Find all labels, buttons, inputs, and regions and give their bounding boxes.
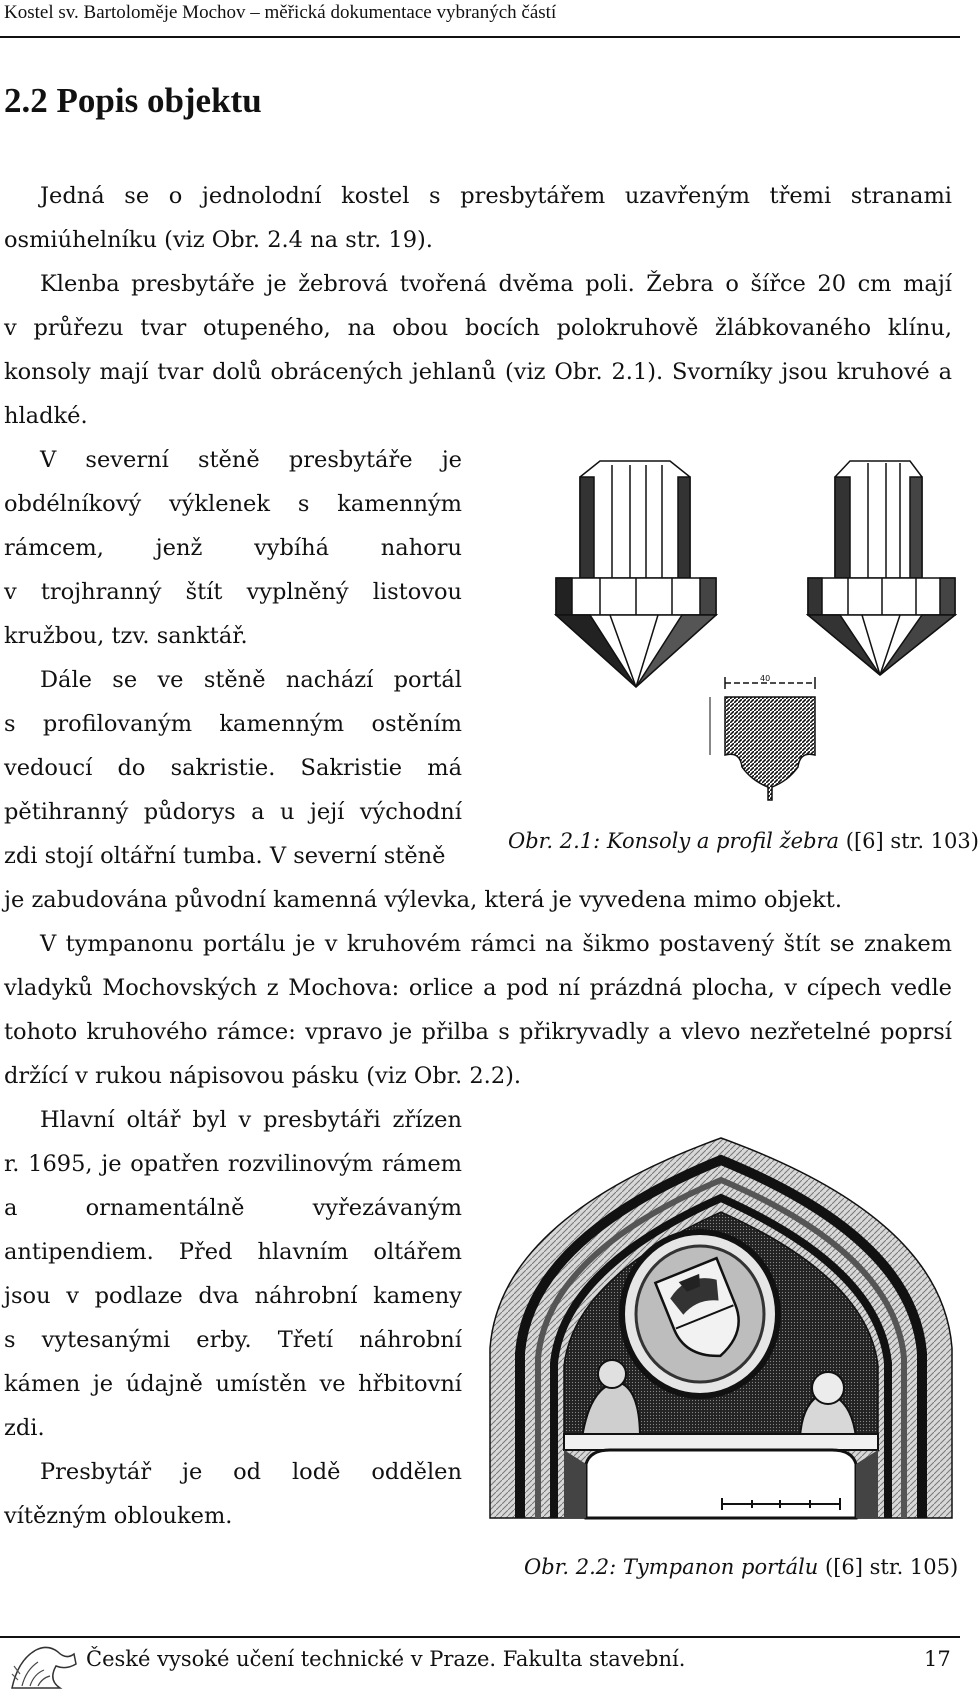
paragraph-line: kružbou, tzv. sanktář. — [4, 623, 248, 649]
paragraph-line: Presbytář je od lodě oddělen — [40, 1459, 462, 1485]
paragraph-line: V tympanonu portálu je v kruhovém rámci na šikmo postavený štít se znakem — [40, 931, 952, 957]
page-number: 17 — [924, 1647, 951, 1671]
paragraph-line: antipendiem. Před hlavním oltářem — [4, 1239, 462, 1265]
header-rule — [0, 36, 960, 38]
paragraph-line: Klenba presbytáře je žebrová tvořená dvěma poli. Žebra o šířce 20 cm mají — [40, 271, 952, 297]
figure-caption — [508, 826, 979, 856]
figure-tympanum-portal — [490, 1138, 952, 1518]
footer-rule — [0, 1636, 960, 1638]
paragraph-line: jsou v podlaze dva náhrobní kameny — [4, 1283, 462, 1309]
figure-caption — [524, 1552, 958, 1582]
paragraph-line: zdi stojí oltářní tumba. V severní stěně — [4, 843, 446, 869]
paragraph-line: vladyků Mochovských z Mochova: orlice a pod ní prázdná plocha, v cípech vedle — [4, 975, 952, 1001]
university-logo-icon — [8, 1640, 80, 1692]
paragraph-line: Jedná se o jednolodní kostel s presbytářem uzavřeným třemi stranami — [40, 183, 952, 209]
paragraph-line: Dále se ve stěně nachází portál — [40, 667, 462, 693]
caption-reference: ([6] str. 103) — [839, 829, 979, 853]
svg-text:40: 40 — [760, 674, 771, 683]
caption-title: Obr. 2.1: Konsoly a profil žebra — [508, 829, 840, 853]
paragraph-line: Hlavní oltář byl v presbytáři zřízen — [40, 1107, 462, 1133]
paragraph-line: kámen je údajně umístěn ve hřbitovní — [4, 1371, 462, 1397]
console-left-drawing — [556, 461, 716, 687]
paragraph-line: tohoto kruhového rámce: vpravo je přilba s přikryvadly a vlevo nezřetelné poprsí — [4, 1019, 952, 1045]
paragraph-line: je zabudována původní kamenná výlevka, která je vyvedena mimo objekt. — [4, 887, 842, 913]
paragraph-line: obdélníkový výklenek s kamenným — [4, 491, 462, 517]
footer-institution: České vysoké učení technické v Praze. Fakulta stavební. — [86, 1647, 686, 1671]
paragraph-line: v průřezu tvar otupeného, na obou bocích polokruhově žlábkovaného klínu, — [4, 315, 952, 341]
paragraph-line: vedoucí do sakristie. Sakristie má — [4, 755, 462, 781]
paragraph-line: osmiúhelníku (viz Obr. 2.4 na str. 19). — [4, 227, 433, 253]
paragraph-line: s profilovaným kamenným ostěním — [4, 711, 462, 737]
caption-title: Obr. 2.2: Tympanon portálu — [524, 1555, 819, 1579]
paragraph-line: v trojhranný štít vyplněný listovou — [4, 579, 462, 605]
section-heading: 2.2 Popis objektu — [4, 81, 262, 120]
paragraph-line: pětihranný půdorys a u její východní — [4, 799, 462, 825]
paragraph-line: zdi. — [4, 1415, 45, 1441]
paragraph-line: hladké. — [4, 403, 88, 429]
paragraph-line: a ornamentálně vyřezávaným — [4, 1195, 462, 1221]
paragraph-line: konsoly mají tvar dolů obrácených jehlanů (viz Obr. 2.1). Svorníky jsou kruhové a — [4, 359, 952, 385]
paragraph-line: r. 1695, je opatřen rozvilinovým rámem — [4, 1151, 462, 1177]
figure-consoles-and-rib-profile — [550, 455, 960, 800]
console-right-drawing — [808, 461, 955, 675]
paragraph-line: vítězným obloukem. — [4, 1503, 233, 1529]
paragraph-line: V severní stěně presbytáře je — [40, 447, 462, 473]
paragraph-line: s vytesanými erby. Třetí náhrobní — [4, 1327, 462, 1353]
rib-profile-drawing — [710, 674, 815, 800]
paragraph-line: rámcem, jenž vybíhá nahoru — [4, 535, 462, 561]
caption-reference: ([6] str. 105) — [818, 1555, 959, 1579]
paragraph-line: držící v rukou nápisovou pásku (viz Obr. 2.2). — [4, 1063, 522, 1089]
running-header: Kostel sv. Bartoloměje Mochov – měřická dokumentace vybraných částí — [4, 2, 557, 23]
